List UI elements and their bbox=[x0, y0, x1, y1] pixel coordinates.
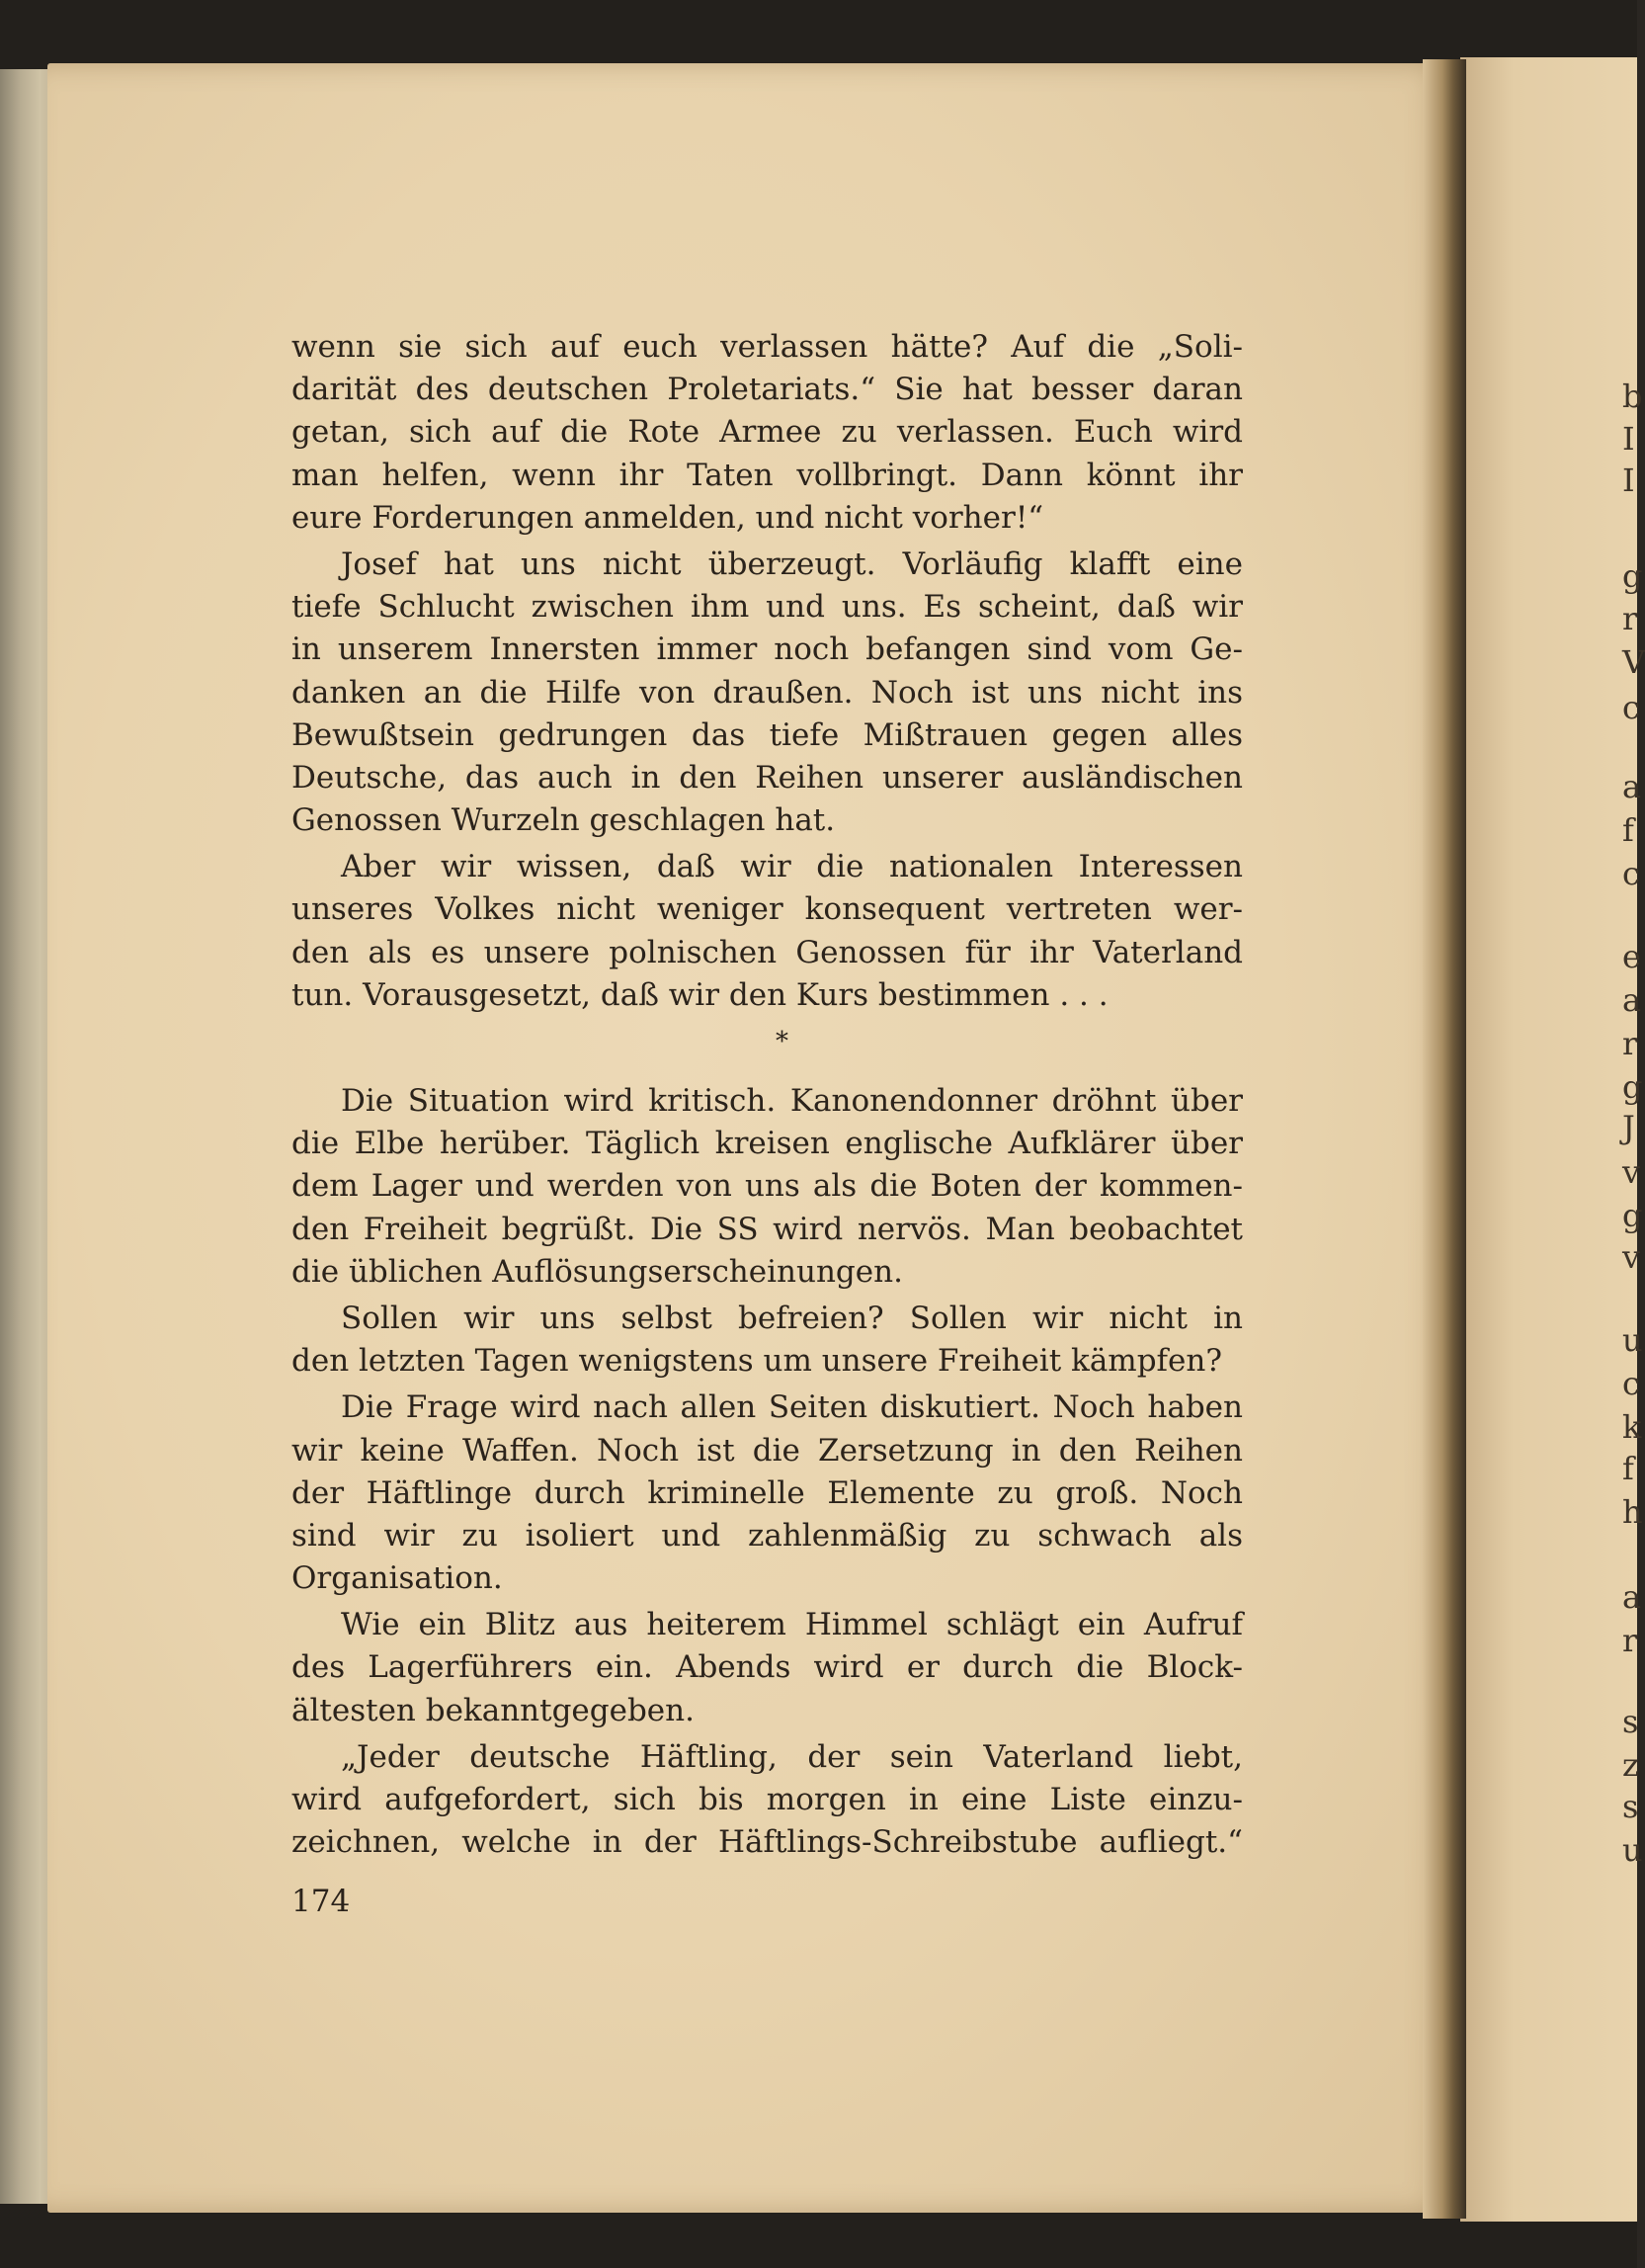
facing-page-fragment: r bbox=[1622, 1025, 1638, 1062]
facing-page-fragment: r bbox=[1622, 600, 1638, 637]
facing-page-fragment: f bbox=[1622, 811, 1634, 849]
text-line: Deutsche, das auch in den Reihen unserer ausländischen bbox=[291, 759, 1243, 796]
facing-page-fragment: k bbox=[1622, 1408, 1642, 1446]
text-line: tiefe Schlucht zwischen ihm und uns. Es scheint, daß wir bbox=[291, 589, 1243, 626]
text-line: den letzten Tagen wenigstens um unsere Freiheit kämpfen? bbox=[291, 1343, 1222, 1380]
facing-page-fragment: u bbox=[1622, 1831, 1643, 1869]
facing-page-fragment: h bbox=[1622, 1493, 1643, 1531]
text-line: tun. Vorausgesetzt, daß wir den Kurs bestimmen . . . bbox=[291, 976, 1109, 1013]
facing-page-fragment: b bbox=[1622, 378, 1643, 415]
text-line: darität des deutschen Proletariats.“ Sie hat besser daran bbox=[291, 372, 1243, 408]
facing-page-fragment: V bbox=[1622, 643, 1645, 681]
text-line: den als es unsere polnischen Genossen für ihr Vaterland bbox=[291, 934, 1243, 970]
page-number: 174 bbox=[291, 1884, 351, 1919]
facing-page-fragment: u bbox=[1622, 1321, 1643, 1359]
text-line: die Elbe herüber. Täglich kreisen englische Aufklärer über bbox=[291, 1126, 1243, 1162]
text-line: wenn sie sich auf euch verlassen hätte? Auf die „Soli- bbox=[291, 329, 1243, 365]
facing-page-fragment: c bbox=[1622, 855, 1640, 892]
text-line: Organisation. bbox=[291, 1560, 503, 1597]
facing-page-fragment: a bbox=[1622, 1578, 1642, 1616]
facing-page-fragment: v bbox=[1622, 1153, 1641, 1191]
text-line: sind wir zu isoliert und zahlenmäßig zu schwach als bbox=[291, 1517, 1243, 1554]
text-line: danken an die Hilfe von draußen. Noch ist uns nicht ins bbox=[291, 674, 1243, 711]
text-line: Aber wir wissen, daß wir die nationalen Interessen bbox=[341, 849, 1243, 885]
paragraph bbox=[291, 1080, 1243, 1294]
body-text bbox=[291, 326, 1243, 1868]
text-line: die üblichen Auflösungserscheinungen. bbox=[291, 1253, 903, 1290]
paragraph bbox=[291, 544, 1243, 842]
paragraph bbox=[291, 1736, 1243, 1865]
facing-page-fragment: f bbox=[1622, 1450, 1634, 1487]
text-line: man helfen, wenn ihr Taten vollbringt. Dann könnt ihr bbox=[291, 457, 1243, 493]
text-line: wir keine Waffen. Noch ist die Zersetzung in den Reihen bbox=[291, 1432, 1243, 1469]
facing-page-fragment: s bbox=[1622, 1703, 1639, 1740]
facing-page-fragment: g bbox=[1622, 1197, 1643, 1234]
text-line: wird aufgefordert, sich bis morgen in eine Liste einzu- bbox=[291, 1782, 1243, 1817]
text-line: ältesten bekanntgegeben. bbox=[291, 1692, 695, 1728]
facing-page-fragment: z bbox=[1622, 1746, 1639, 1784]
facing-page-fragment: c bbox=[1622, 1365, 1640, 1402]
facing-page-fragment: J bbox=[1622, 1109, 1635, 1146]
paragraph bbox=[291, 1298, 1243, 1383]
text-line: Genossen Wurzeln geschlagen hat. bbox=[291, 802, 836, 839]
facing-page-fragment: g bbox=[1622, 557, 1643, 595]
text-line: Bewußtsein gedrungen das tiefe Mißtrauen gegen alles bbox=[291, 716, 1243, 753]
right-page bbox=[1460, 57, 1637, 2222]
text-line: Sollen wir uns selbst befreien? Sollen wir nicht in bbox=[341, 1300, 1243, 1336]
text-line: des Lagerführers ein. Abends wird er durch die Block- bbox=[291, 1649, 1243, 1686]
paragraph bbox=[291, 1386, 1243, 1600]
section-separator: * bbox=[776, 1027, 788, 1056]
facing-page-fragment: c bbox=[1622, 689, 1640, 726]
text-line: eure Forderungen anmelden, und nicht vorher!“ bbox=[291, 499, 1044, 536]
facing-page-fragment: a bbox=[1622, 768, 1642, 805]
text-line: getan, sich auf die Rote Armee zu verlassen. Euch wird bbox=[291, 414, 1243, 451]
paragraph bbox=[291, 1604, 1243, 1732]
text-line: der Häftlinge durch kriminelle Elemente zu groß. Noch bbox=[291, 1474, 1243, 1511]
facing-page-fragment: I bbox=[1622, 420, 1635, 458]
text-line: zeichnen, welche in der Häftlings-Schreibstube aufliegt.“ bbox=[291, 1824, 1243, 1861]
text-line: Wie ein Blitz aus heiterem Himmel schlägt ein Aufruf bbox=[341, 1607, 1243, 1643]
facing-page-fragment: I bbox=[1622, 462, 1635, 499]
facing-page-fragment: s bbox=[1622, 1788, 1639, 1825]
text-line: „Jeder deutsche Häftling, der sein Vaterland liebt, bbox=[341, 1738, 1243, 1775]
facing-page-fragment: v bbox=[1622, 1238, 1641, 1276]
facing-page-fragment: r bbox=[1622, 1622, 1638, 1659]
paragraph bbox=[291, 326, 1243, 540]
paragraph bbox=[291, 846, 1243, 1017]
book-gutter bbox=[1423, 59, 1466, 2219]
facing-page-fragment: g bbox=[1622, 1068, 1643, 1106]
text-line: in unserem Innersten immer noch befangen sind vom Ge- bbox=[291, 631, 1243, 668]
text-line: unseres Volkes nicht weniger konsequent vertreten wer- bbox=[291, 891, 1243, 928]
text-line: Die Situation wird kritisch. Kanonendonner dröhnt über bbox=[341, 1083, 1243, 1119]
text-line: dem Lager und werden von uns als die Boten der kommen- bbox=[291, 1168, 1243, 1205]
facing-page-fragment: a bbox=[1622, 981, 1642, 1019]
text-line: den Freiheit begrüßt. Die SS wird nervös. Man beobachtet bbox=[291, 1211, 1243, 1247]
facing-page-fragment: e bbox=[1622, 938, 1641, 975]
text-line: Josef hat uns nicht überzeugt. Vorläufig klafft eine bbox=[341, 546, 1243, 582]
text-line: Die Frage wird nach allen Seiten diskutiert. Noch haben bbox=[341, 1389, 1243, 1426]
